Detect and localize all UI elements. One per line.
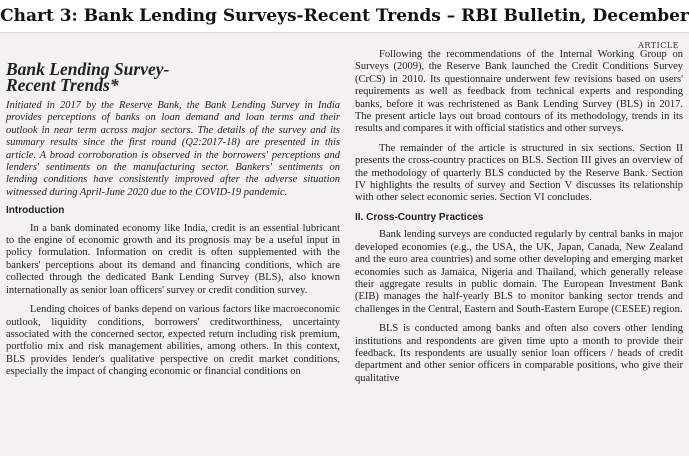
right-column	[355, 49, 683, 392]
intro-paragraph-2: Lending choices of banks depend on various factors like macroeconomic outlook, liquidity conditions, borrowers' creditworthiness, uncertainty associated with the concerned sector, expected return including risk premium, portfolio mix and risk management abilities, among others. In this context, BLS provides lender's qualitative perspective on credit market conditions, especially the impact of changing economic or financial conditions on	[6, 304, 340, 378]
right-paragraph-3: Bank lending surveys are conducted regularly by central banks in major developed economies (e.g., the USA, the UK, Japan, Canada, New Zealand and the euro area countries) and some other developing and emerging market economies such as Jamaica, Nigeria and Thailand, which generally release their aggregate results in public domain. The European Investment Bank (EIB) manages the half-yearly BLS to monitor banking sector trends and challenges in the Central, Eastern and South-Eastern Europe (CESEE) region.	[355, 229, 683, 315]
article-abstract: Initiated in 2017 by the Reserve Bank, the Bank Lending Survey in India provides perceptions of banks on loan demand and loan terms and their outlook in near term across major sectors. The details of the survey and its summary results since the first round (Q2:2017-18) are presented in this article. A broad corroboration is observed in the borrowers' perceptions and lenders' sentiments on the manufacturing sector. Bankers' sentiments on lending conditions have consistently improved after the adverse situation witnessed during April-June 2020 due to the COVID-19 pandemic.	[6, 100, 340, 198]
section-heading: II. Cross-Country Practices	[355, 211, 484, 223]
intro-paragraph-1: In a bank dominated economy like India, credit is an essential lubricant to the engine of economic growth and its prognosis may be a useful input in policy formulation. Information on credit is often supplemented with the bankers' perceptions about its demand and financing conditions, which are collected through the dedicated Bank Lending Survey (BLS), also known internationally as senior loan officers' survey or credit condition survey.	[6, 222, 340, 296]
article-label: ARTICLE	[638, 41, 679, 50]
right-paragraph-2: The remainder of the article is structured in six sections. Section II presents the cross-country practices on BLS. Section III gives an overview of the methodology of quarterly BLS conducted by the Reserve Bank. Section IV highlights the results of survey and Section V discusses its relationship with other select economic series. Section VI concludes.	[355, 142, 683, 204]
left-column	[6, 61, 340, 386]
right-paragraph-1: Following the recommendations of the Internal Working Group on Surveys (2009), the Reserve Bank launched the Credit Conditions Survey (CrCS) in 2010. Its questionnaire underwent few revisions based on users' requirements as well as feedback from technical experts and responding banks, before it was rechristened as Bank Lending Survey (BLS) in 2017. The present article lays out broad contours of its methodology, trends in its results and compares it with official statistics and other surveys.	[355, 49, 683, 135]
introduction-heading: Introduction	[6, 205, 65, 217]
article-title: Bank Lending Survey- Recent Trends*	[6, 59, 170, 95]
right-paragraph-4: BLS is conducted among banks and often also covers other lending institutions and respondents are given time upto a month to provide their feedback. Its respondents are usually senior loan officers / heads of credit department and other senior officers in comparable positions, who give their qualitative	[355, 323, 683, 384]
article-page	[0, 32, 689, 456]
chart-caption: Chart 3: Bank Lending Surveys-Recent Trends – RBI Bulletin, December	[0, 6, 689, 26]
